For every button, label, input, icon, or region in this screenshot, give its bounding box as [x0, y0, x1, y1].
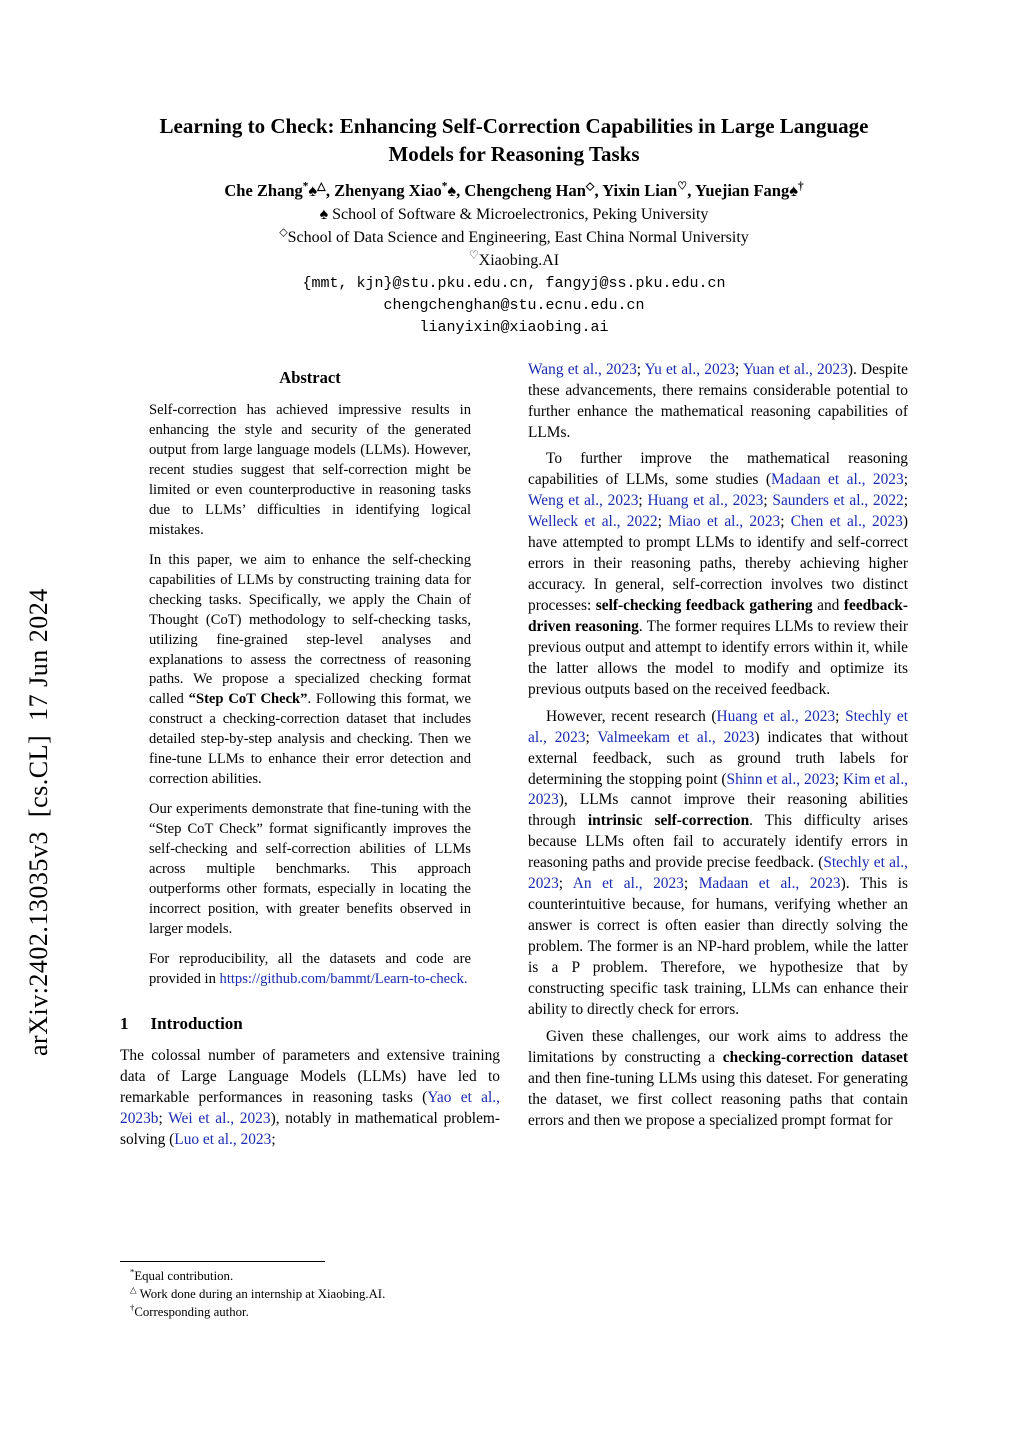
text-segment: Kim et al., 2023: [528, 770, 909, 809]
text-segment: Miao et al., 2023: [668, 513, 781, 531]
two-column-body: [120, 360, 908, 1322]
text-segment: Yu et al., 2023: [644, 360, 736, 378]
text-segment: ). Despite these advancements, there remains considerable potential to further enhance the mathematical reasoning capabilities of LLMs.: [528, 360, 909, 441]
arxiv-watermark: arXiv:2402.13035v3 [cs.CL] 17 Jun 2024: [24, 588, 53, 1056]
section-number: 1: [120, 1014, 129, 1034]
affiliation-xiaobing: [120, 249, 908, 270]
text-segment: For reproducibility, all the datasets and code are provided in: [149, 951, 471, 988]
text-segment: ;: [158, 1110, 169, 1128]
text-segment: Shinn et al., 2023: [726, 770, 835, 788]
text-segment: ♠ School of Software & Microelectronics, Peking University: [319, 205, 709, 223]
authors-line: [120, 181, 908, 201]
footnote-rule: [120, 1261, 325, 1262]
text-segment: †: [798, 180, 804, 193]
text-segment: ◇: [585, 180, 595, 193]
text-segment: ,: [325, 180, 335, 200]
text-segment: Madaan et al., 2023: [771, 471, 904, 489]
text-segment: △: [317, 180, 326, 193]
emails-line-1: {mmt, kjn}@stu.pku.edu.cn, fangyj@ss.pku.edu.cn: [302, 274, 726, 292]
text-segment: Our experiments demonstrate that fine-tuning with the “Step CoT Check” format significantly improves the self-checking and self-correction abilities of LLMs across multiple benchmarks. This approach outperforms other formats, especially in locating the incorrect position, with greater benefits observed in larger models.: [149, 801, 471, 938]
intro-paragraph-1: [120, 1046, 500, 1151]
abstract-heading: Abstract: [279, 367, 341, 387]
text-segment: ♠: [447, 180, 457, 200]
text-segment: . Following this format, we construct a checking-correction dataset that includes detailed step-by-step analysis and checking. Then we fine-tune LLMs to enhance their error detection and correction abilities.: [149, 691, 471, 788]
text-segment: Wei et al., 2023: [168, 1110, 271, 1128]
section-title: Introduction: [150, 1014, 243, 1034]
text-segment: †: [130, 1302, 135, 1313]
text-segment: ) have attempted to prompt LLMs to identify and self-correct errors in their reasoning paths, thereby achieving higher accuracy. In general, self-correction involves two distinct processes:: [528, 513, 908, 614]
text-segment: ;: [835, 707, 846, 725]
text-segment: ), LLMs cannot improve their reasoning abilities through: [528, 791, 908, 830]
text-segment: *: [130, 1266, 135, 1277]
text-segment: intrinsic self-correction: [587, 812, 750, 830]
text-segment: ;: [657, 513, 669, 531]
text-segment: and: [812, 597, 844, 614]
section-heading-introduction: [120, 1014, 500, 1034]
text-segment: ;: [638, 492, 648, 510]
paper-title: Learning to Check: Enhancing Self-Correction Capabilities in Large Language Models for Reasoning Tasks: [159, 114, 869, 167]
text-segment: Given these challenges, our work aims to address the limitations by constructing a: [528, 1027, 908, 1066]
affiliation-ecnu: [120, 226, 908, 247]
text-segment: School of Data Science and Engineering, East China Normal University: [287, 228, 749, 246]
text-segment: However, recent research (: [546, 707, 717, 725]
text-segment: Stechly et al., 2023: [528, 707, 909, 746]
text-segment: Chen et al., 2023: [790, 513, 903, 531]
text-segment: . The former requires LLMs to review their previous output and attempt to identify errors within it, while the latter allows the model to modify and optimize its previous outputs based on the received feedback.: [528, 617, 908, 698]
text-segment: ). This is counterintuitive because, for humans, verifying whether an answer is correct is often easier than directly solving the problem. The former is an NP-hard problem, while the latter is a P problem. Therefore, we hypothesize that by constructing specific task training, LLMs can enhance their ability to directly check for errors.: [528, 875, 908, 1018]
text-segment: ;: [683, 875, 699, 893]
text-segment: Work done during an internship at Xiaobing.AI.: [136, 1286, 386, 1301]
text-segment: ;: [763, 492, 773, 510]
footnote-corresponding-author: [120, 1304, 500, 1322]
text-segment: ♠: [308, 180, 318, 200]
abstract-paragraph-4: [149, 950, 471, 990]
text-segment: *: [302, 180, 309, 193]
text-segment: ♠: [789, 180, 798, 200]
footnotes-block: [120, 1257, 500, 1322]
text-segment: ;: [780, 513, 791, 531]
text-segment: “Step CoT Check”: [188, 691, 308, 708]
text-segment: self-checking feedback gathering: [595, 597, 813, 614]
text-segment: Stechly et al., 2023: [528, 854, 908, 893]
text-segment: ♡: [677, 180, 688, 193]
abstract-paragraph-2: [149, 551, 471, 791]
text-segment: Saunders et al., 2022: [772, 492, 904, 510]
text-segment: Che Zhang: [224, 180, 303, 200]
text-segment: ;: [903, 471, 908, 489]
right-column: [528, 360, 908, 1322]
text-segment: Corresponding author.: [134, 1304, 249, 1319]
github-link[interactable]: https://github.com/bammt/Learn-to-check.: [219, 971, 468, 988]
text-segment: ,: [456, 180, 465, 200]
text-segment: ◇: [279, 226, 288, 239]
text-segment: Huang et al., 2023: [647, 492, 764, 510]
text-segment: ;: [558, 875, 573, 893]
text-segment: ;: [585, 728, 598, 746]
text-segment: Self-correction has achieved impressive results in enhancing the style and security of the generated output from large language models (LLMs). However, recent studies suggest that self-correction might be limited or even counterproductive in reasoning tasks due to LLMs’ difficulties in identifying logical mistakes.: [149, 401, 471, 538]
text-segment: ;: [834, 770, 843, 788]
text-segment: An et al., 2023: [572, 875, 684, 893]
text-segment: Huang et al., 2023: [716, 707, 836, 725]
text-segment: ,: [594, 180, 603, 200]
text-segment: Weng et al., 2023: [528, 492, 639, 510]
text-segment: ♡: [468, 249, 479, 262]
body-paragraph-3: [528, 707, 908, 1021]
emails-line-3: lianyixin@xiaobing.ai: [419, 318, 609, 336]
text-segment: . This difficulty arises because LLMs often fail to accurately identify errors in reasoning paths and provide precise feedback. (: [528, 812, 909, 872]
text-segment: ;: [903, 492, 908, 510]
emails-line-2: chengchenghan@stu.ecnu.edu.cn: [383, 296, 645, 314]
text-segment: Equal contribution.: [134, 1268, 234, 1283]
footnote-internship: [120, 1286, 500, 1304]
body-paragraph-continuation: [528, 360, 908, 444]
text-segment: Valmeekam et al., 2023: [597, 728, 755, 746]
footnote-equal-contribution: [120, 1268, 500, 1286]
text-segment: Yuejian Fang: [694, 180, 790, 200]
text-segment: checking-correction dataset: [722, 1048, 908, 1066]
text-segment: ;: [271, 1131, 276, 1148]
text-segment: The colossal number of parameters and extensive training data of Large Language Models (LLMs) have led to remarkable performances in reasoning tasks (: [120, 1047, 500, 1107]
text-segment: ;: [636, 360, 645, 378]
text-segment: In this paper, we aim to enhance the self-checking capabilities of LLMs by constructing training data for checking tasks. Specifically, we apply the Chain of Thought (CoT) methodology to self-checking tasks, utilizing fine-grained step-level analyses and explanations to assess the correctness of reasoning paths. We propose a specialized checking format called: [149, 551, 471, 708]
affiliation-pku: [120, 206, 908, 224]
text-segment: ;: [735, 360, 743, 378]
abstract-paragraph-3: [149, 800, 471, 940]
text-segment: Luo et al., 2023: [174, 1131, 272, 1148]
paper-page: [120, 112, 908, 1322]
body-paragraph-2: [528, 449, 908, 700]
text-segment: Wang et al., 2023: [528, 360, 637, 378]
text-segment: Welleck et al., 2022: [528, 513, 658, 531]
text-segment: Chengcheng Han: [464, 180, 586, 200]
text-segment: Zhenyang Xiao: [334, 180, 442, 200]
text-segment: Madaan et al., 2023: [698, 875, 841, 893]
left-column: [120, 360, 500, 1322]
text-segment: feedback-driven reasoning: [528, 597, 908, 635]
abstract-block: [120, 401, 500, 1001]
text-segment: and then fine-tuning LLMs using this dateset. For generating the dataset, we first collect reasoning paths that contain errors and then we propose a specialized prompt format for: [528, 1069, 908, 1129]
text-segment: Yao et al., 2023b: [120, 1089, 500, 1128]
text-segment: Yixin Lian: [602, 180, 678, 200]
text-segment: ), notably in mathematical problem-solving (: [120, 1110, 500, 1148]
text-segment: Xiaobing.AI: [478, 251, 560, 269]
text-segment: △: [130, 1284, 137, 1295]
text-segment: *: [441, 180, 448, 193]
body-paragraph-4: [528, 1027, 908, 1132]
abstract-paragraph-1: [149, 401, 471, 541]
text-segment: Yuan et al., 2023: [742, 360, 848, 378]
text-segment: ,: [687, 180, 695, 200]
text-segment: To further improve the mathematical reasoning capabilities of LLMs, some studies (: [528, 450, 908, 489]
text-segment: ) indicates that without external feedback, such as ground truth labels for determining the stopping point (: [528, 728, 908, 788]
